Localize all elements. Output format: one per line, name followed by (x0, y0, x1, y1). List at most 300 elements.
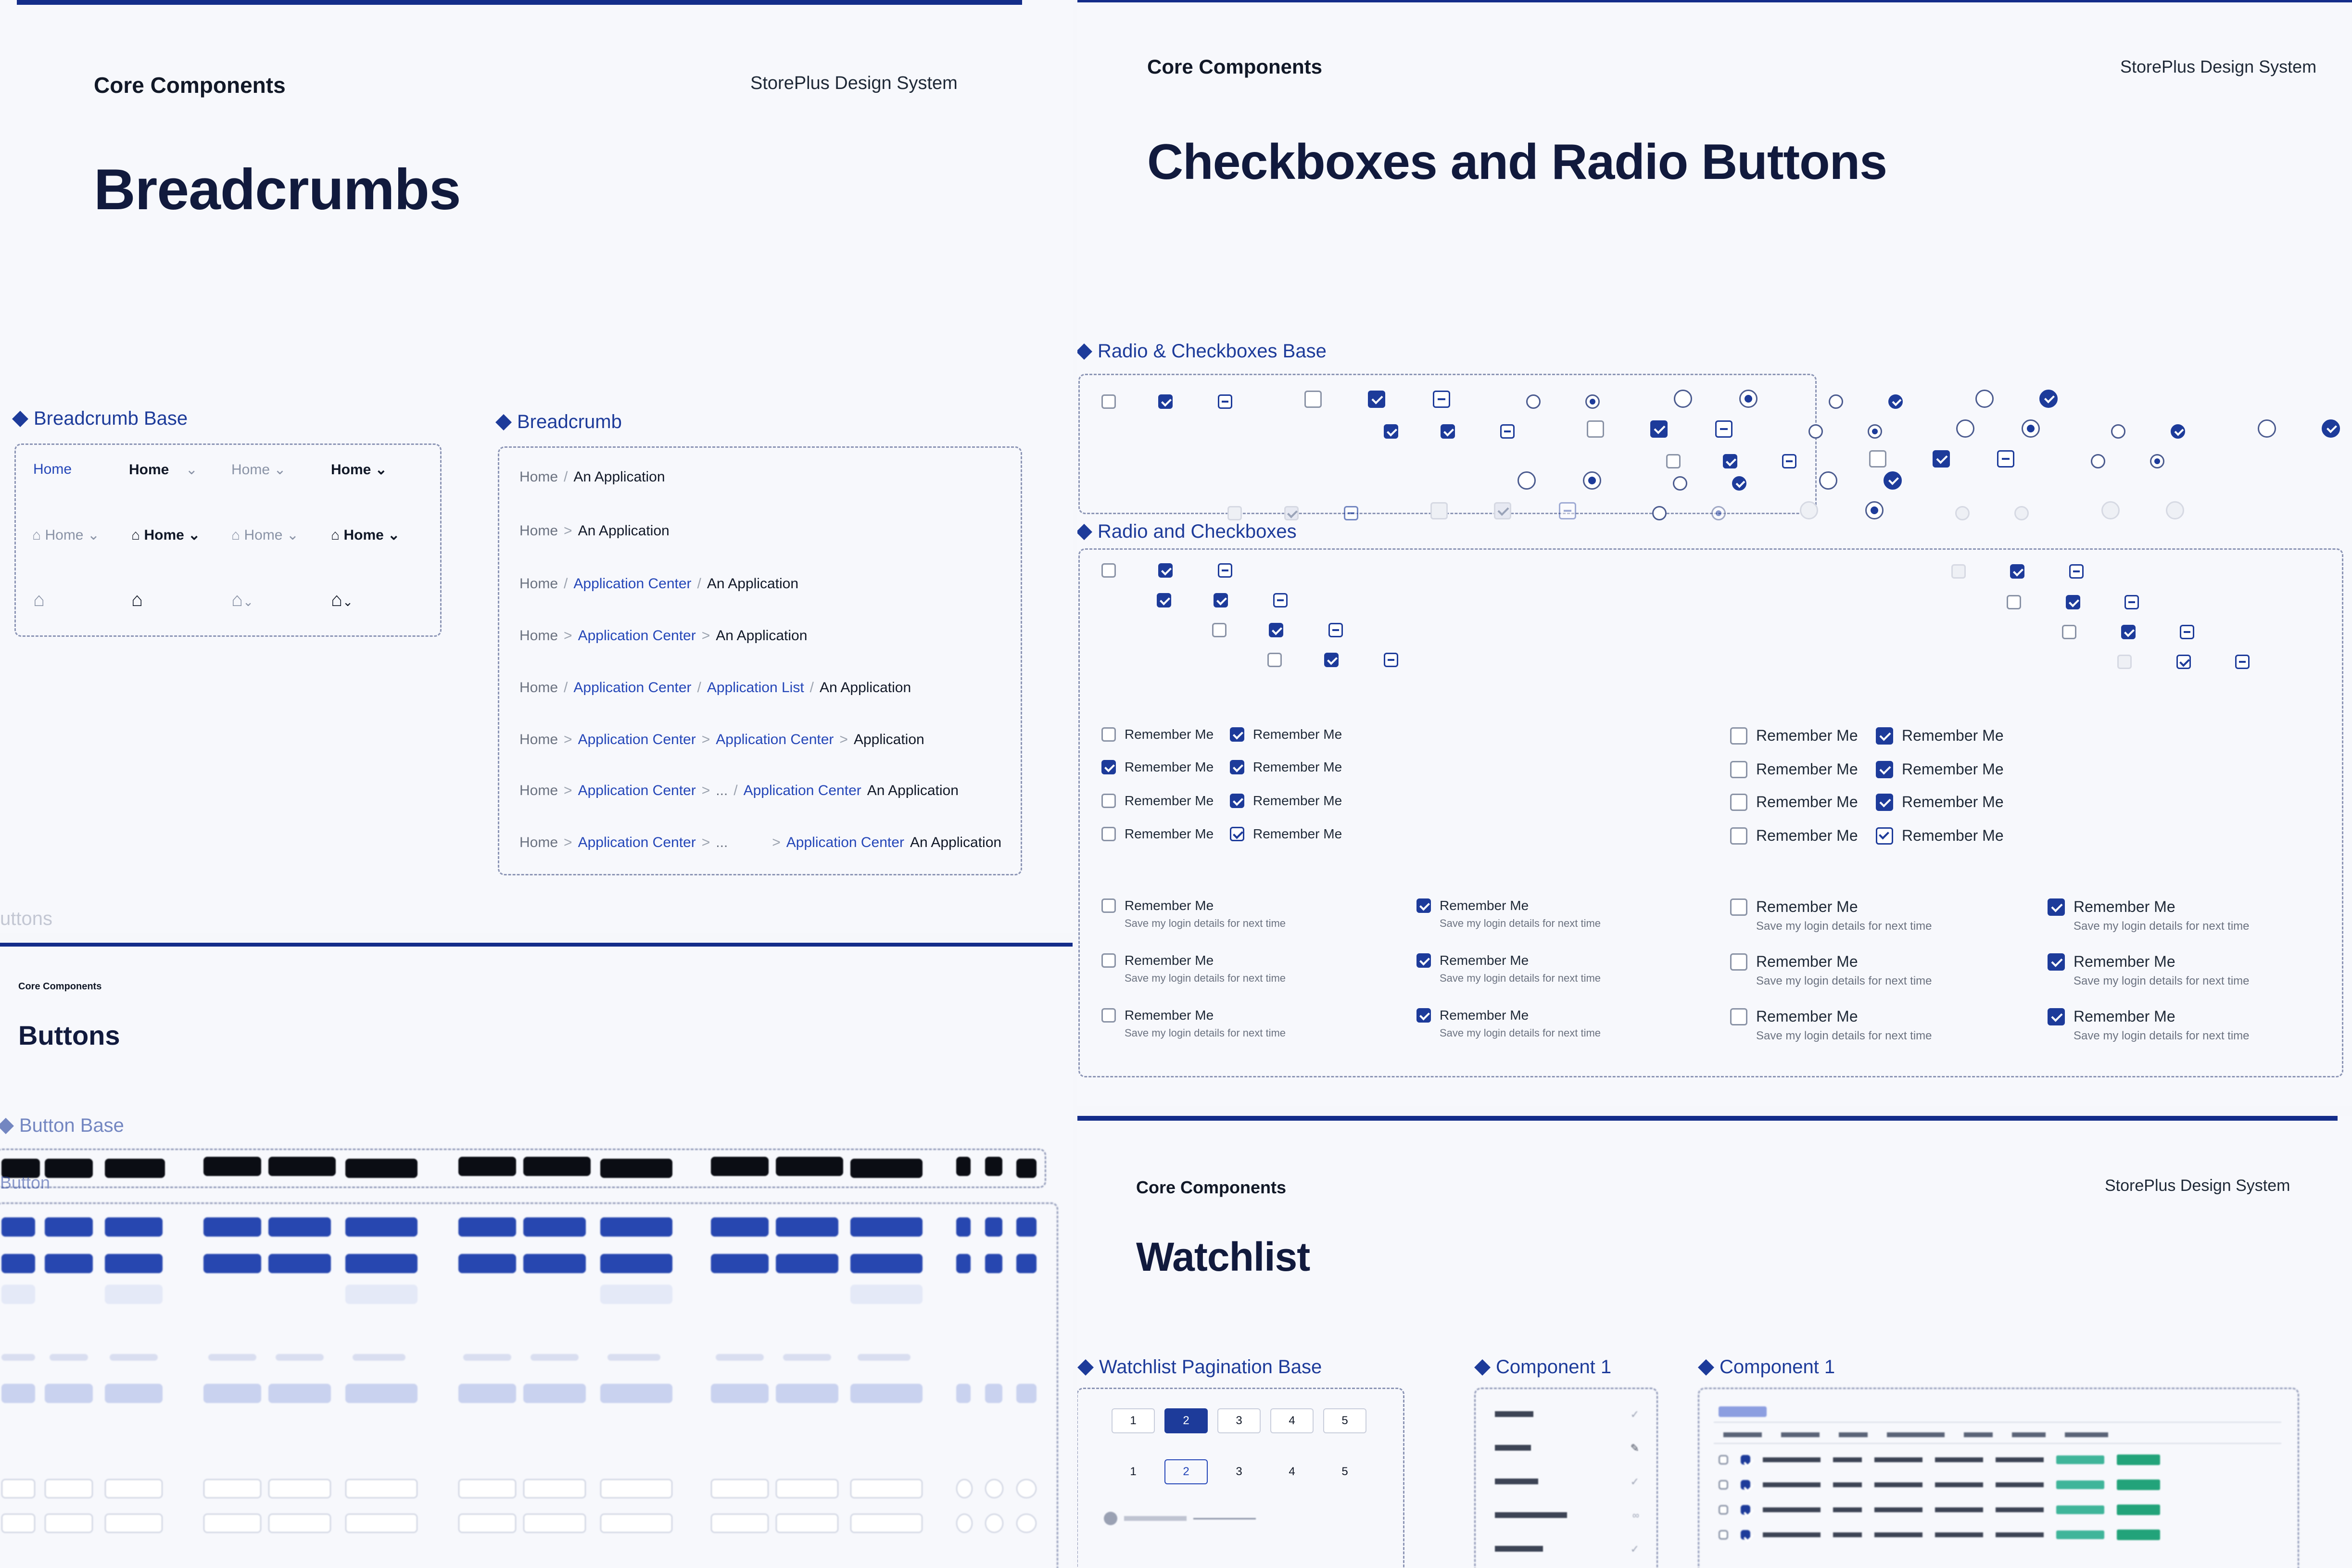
button-primary[interactable] (268, 1217, 331, 1237)
icon-button-outline[interactable] (1016, 1479, 1037, 1498)
button-outline[interactable] (711, 1514, 769, 1533)
radio-selected[interactable] (2022, 419, 2040, 438)
button-outline[interactable] (105, 1514, 163, 1533)
checkbox-with-help[interactable] (1101, 1008, 1286, 1039)
checkbox-checked[interactable] (1933, 450, 1950, 468)
checkbox-unchecked[interactable] (1730, 761, 1747, 778)
checkbox-indeterminate[interactable] (1997, 450, 2014, 468)
button-outline[interactable] (268, 1479, 331, 1498)
button-outline[interactable] (600, 1479, 672, 1498)
list-item[interactable] (1495, 1476, 1639, 1488)
checkbox-unchecked[interactable] (1101, 827, 1116, 841)
button-primary[interactable] (1, 1254, 35, 1273)
checkbox-remember-me[interactable] (1730, 793, 1858, 811)
column-header[interactable] (1887, 1432, 1945, 1437)
checkbox-remember-me[interactable] (1230, 727, 1342, 742)
button-primary[interactable] (711, 1254, 769, 1273)
checkbox-remember-me[interactable] (1230, 793, 1342, 809)
column-header[interactable] (1781, 1432, 1820, 1437)
checkbox-indeterminate[interactable] (2235, 655, 2250, 669)
icon-button-sample[interactable] (1016, 1159, 1037, 1178)
button-text[interactable] (463, 1354, 511, 1361)
button-primary[interactable] (45, 1254, 93, 1273)
checkbox-checked[interactable] (1416, 898, 1431, 913)
button-text[interactable] (716, 1354, 764, 1361)
button-outline[interactable] (203, 1514, 261, 1533)
checkbox-with-help[interactable] (1730, 898, 1932, 933)
list-item[interactable] (1495, 1408, 1639, 1420)
button-sample[interactable] (776, 1157, 843, 1176)
breadcrumb-home-link[interactable]: Home (519, 628, 558, 644)
checkbox-checked[interactable] (1230, 794, 1244, 808)
checkbox-remember-me[interactable] (1876, 793, 2004, 811)
checkbox-remember-me[interactable] (1101, 826, 1214, 842)
button-outline[interactable] (776, 1479, 838, 1498)
checkbox-with-help[interactable] (2048, 898, 2250, 933)
checkbox-checked[interactable] (1650, 420, 1668, 438)
button-outline[interactable] (850, 1514, 923, 1533)
row-checkbox[interactable] (1719, 1455, 1728, 1465)
radio-unselected[interactable] (1819, 471, 1837, 490)
checkbox-remember-me[interactable] (1230, 759, 1342, 775)
page-button-4[interactable]: 4 (1270, 1408, 1314, 1433)
button-primary[interactable] (850, 1254, 923, 1273)
checkbox-help-text: Save my login details for next time (2074, 1029, 2250, 1042)
checkbox-indeterminate[interactable] (1500, 424, 1515, 439)
checkbox-checked[interactable] (1416, 953, 1431, 968)
checkbox-unchecked[interactable] (1730, 794, 1747, 811)
button-primary[interactable] (458, 1254, 516, 1273)
button-secondary[interactable] (711, 1384, 769, 1403)
button-sample[interactable] (203, 1157, 261, 1176)
row-checkbox[interactable] (1741, 1505, 1750, 1515)
row-checkbox[interactable] (1719, 1530, 1728, 1540)
button-primary[interactable] (45, 1217, 93, 1237)
icon-button-outline[interactable] (956, 1479, 973, 1498)
checkbox-indeterminate[interactable] (1218, 394, 1232, 409)
checkbox-unchecked[interactable] (1730, 898, 1747, 916)
checkbox-unchecked[interactable] (1101, 898, 1116, 913)
checkbox-checked[interactable] (1723, 454, 1737, 468)
radio-checked[interactable] (1732, 476, 1746, 491)
radio-unselected[interactable] (1674, 390, 1692, 408)
radio-checked[interactable] (2171, 424, 2185, 439)
button-secondary[interactable] (600, 1384, 672, 1403)
checkbox-unchecked[interactable] (1101, 563, 1116, 578)
checkbox-checked[interactable] (1876, 794, 1893, 811)
icon-button-primary[interactable] (1016, 1254, 1037, 1273)
page-link-3[interactable]: 3 (1236, 1465, 1242, 1478)
checkbox-checked-outline[interactable] (1230, 827, 1244, 841)
page-link-5[interactable]: 5 (1341, 1465, 1348, 1478)
radio-unselected[interactable] (1956, 419, 1974, 438)
checkbox-unchecked[interactable] (2007, 595, 2021, 609)
checkbox-remember-me[interactable] (1730, 827, 1858, 845)
checkbox-with-help[interactable] (1416, 953, 1601, 985)
checkbox-unchecked[interactable] (1101, 953, 1116, 968)
button-outline[interactable] (523, 1514, 586, 1533)
checkbox-indeterminate[interactable] (1782, 454, 1796, 468)
breadcrumb-home-link[interactable]: Home (33, 461, 72, 477)
checkbox-indeterminate[interactable] (1218, 563, 1232, 578)
radio-selected[interactable] (1585, 394, 1600, 409)
button-outline[interactable] (345, 1514, 417, 1533)
button-primary[interactable] (776, 1217, 838, 1237)
button-outline[interactable] (458, 1479, 516, 1498)
radio-unselected[interactable] (1975, 390, 1994, 408)
checkbox-unchecked[interactable] (1730, 1008, 1747, 1025)
button-secondary[interactable] (458, 1384, 516, 1403)
checkbox-unchecked[interactable] (1101, 394, 1116, 409)
button-secondary[interactable] (850, 1384, 923, 1403)
button-primary[interactable] (600, 1217, 672, 1237)
icon-button-primary[interactable] (985, 1217, 1002, 1237)
checkbox-remember-me[interactable] (1101, 727, 1214, 742)
breadcrumb-link[interactable]: Application Center (578, 835, 696, 850)
button-sample[interactable] (458, 1157, 516, 1176)
radio-unselected[interactable] (1829, 394, 1843, 409)
button-primary[interactable] (1, 1217, 35, 1237)
checkbox-unchecked[interactable] (1730, 953, 1747, 971)
radio-disabled (1955, 506, 1970, 520)
checkbox-label: Remember Me (1253, 826, 1342, 841)
icon-button-primary[interactable] (985, 1254, 1002, 1273)
breadcrumb-link[interactable]: Application Center (578, 628, 696, 644)
checkbox-remember-me[interactable] (1230, 826, 1342, 842)
icon-button-outline[interactable] (1016, 1514, 1037, 1533)
home-icon[interactable]: ⌂ (33, 589, 45, 610)
breadcrumb-link[interactable]: Application Center (573, 576, 692, 592)
radio-unselected[interactable] (2111, 424, 2125, 439)
button-text[interactable] (531, 1354, 579, 1361)
checkbox-unchecked[interactable] (1267, 653, 1282, 667)
checkbox-checked[interactable] (2048, 1008, 2065, 1025)
list-item[interactable] (1495, 1543, 1639, 1555)
column-header[interactable] (1723, 1432, 1762, 1437)
button-outline[interactable] (45, 1479, 93, 1498)
checkbox-with-help[interactable] (1101, 953, 1286, 985)
icon-button-secondary[interactable] (956, 1384, 971, 1403)
checkbox-checked[interactable] (1230, 727, 1244, 742)
button-sample[interactable] (45, 1159, 93, 1178)
checkbox-indeterminate[interactable] (2069, 564, 2084, 579)
checkbox-unchecked[interactable] (1869, 450, 1886, 468)
icon-button-sample[interactable] (956, 1157, 971, 1176)
checkbox-checked[interactable] (1158, 394, 1173, 409)
checkbox-with-help[interactable] (1101, 898, 1286, 930)
radio-selected[interactable] (1583, 471, 1601, 490)
button-outline[interactable] (458, 1514, 516, 1533)
column-header[interactable] (2065, 1432, 2108, 1437)
page-button-5[interactable]: 5 (1323, 1408, 1366, 1433)
home-icon-dropdown[interactable]: ⌂⌄ (231, 589, 253, 610)
button-secondary[interactable] (268, 1384, 331, 1403)
checkbox-unchecked[interactable] (1587, 420, 1604, 438)
button-text[interactable] (50, 1354, 88, 1361)
checkbox-checked[interactable] (1158, 563, 1173, 578)
radio-selected[interactable] (2150, 454, 2164, 468)
button-text[interactable] (276, 1354, 324, 1361)
breadcrumb-link[interactable]: Application Center (716, 732, 834, 747)
checkbox-with-help[interactable] (2048, 1008, 2250, 1043)
checkbox-with-help[interactable] (1730, 953, 1932, 988)
checkbox-remember-me[interactable] (1101, 793, 1214, 809)
button-secondary[interactable] (45, 1384, 93, 1403)
radio-checked[interactable] (1884, 471, 1902, 490)
checkbox-unchecked[interactable] (1101, 794, 1116, 808)
checkbox-checked[interactable] (1230, 760, 1244, 774)
button-sample[interactable] (523, 1157, 591, 1176)
button-outline[interactable] (600, 1514, 672, 1533)
breadcrumb-home-link[interactable]: Home (519, 732, 558, 747)
breadcrumb-home-dropdown-active[interactable] (331, 461, 387, 478)
checkbox-indeterminate[interactable] (1273, 593, 1288, 607)
checkbox-remember-me[interactable] (1876, 727, 2004, 745)
button-primary[interactable] (711, 1217, 769, 1237)
button-sample[interactable] (850, 1159, 923, 1178)
breadcrumb-home-link[interactable]: Home (519, 680, 558, 695)
page-button-3[interactable]: 3 (1217, 1408, 1261, 1433)
breadcrumb-home-link[interactable]: Home (519, 783, 558, 798)
checkbox-indeterminate[interactable] (2124, 595, 2139, 609)
button-secondary[interactable] (1, 1384, 35, 1403)
radio-unselected[interactable] (1526, 394, 1541, 409)
page-link-2[interactable]: 2 (1164, 1459, 1208, 1484)
button-primary[interactable] (600, 1254, 672, 1273)
checkbox-checked-outline[interactable] (2176, 655, 2191, 669)
button-sample[interactable] (345, 1159, 417, 1178)
breadcrumb-home-link[interactable]: Home (519, 576, 558, 592)
breadcrumb-home-with-icon-muted[interactable] (231, 527, 299, 544)
checkbox-remember-me[interactable] (1730, 727, 1858, 745)
row-checkbox[interactable] (1741, 1530, 1750, 1540)
button-text[interactable] (110, 1354, 158, 1361)
breadcrumb-home-link[interactable]: Home (519, 523, 558, 539)
button-secondary[interactable] (203, 1384, 261, 1403)
breadcrumb-link[interactable]: Application Center (786, 835, 904, 850)
table-row[interactable] (1719, 1528, 2276, 1542)
page-button-2[interactable]: 2 (1164, 1408, 1208, 1433)
breadcrumb-ellipsis[interactable]: ... (716, 783, 728, 798)
breadcrumb-home-dropdown-muted[interactable] (231, 461, 286, 478)
checkbox-checked[interactable] (1269, 623, 1283, 637)
breadcrumb-link[interactable]: Application Center (743, 783, 861, 798)
checkbox-checked[interactable] (1368, 391, 1385, 408)
filter-chip[interactable] (1719, 1406, 1767, 1417)
page-link-1[interactable]: 1 (1130, 1465, 1137, 1478)
button-outline[interactable] (1, 1479, 35, 1498)
list-item[interactable] (1495, 1512, 1639, 1519)
breadcrumb-home-with-icon-active[interactable] (131, 527, 200, 544)
button-text[interactable] (607, 1354, 660, 1361)
radio-unselected[interactable] (2258, 419, 2276, 438)
button-primary[interactable] (523, 1254, 586, 1273)
checkbox-unchecked[interactable] (2062, 625, 2076, 639)
button-primary[interactable] (458, 1217, 516, 1237)
breadcrumb-home-link[interactable]: Home (519, 835, 558, 850)
radio-selected[interactable] (1739, 390, 1758, 408)
breadcrumb-home-with-icon[interactable] (32, 527, 100, 544)
checkbox-remember-me[interactable] (1730, 760, 1858, 778)
button-text[interactable] (353, 1354, 405, 1361)
radio-selected[interactable] (1865, 501, 1884, 519)
radio-checked[interactable] (2039, 390, 2058, 408)
button-sample[interactable] (711, 1157, 769, 1176)
checkbox-indeterminate[interactable] (1715, 420, 1732, 438)
checkbox-unchecked[interactable] (1212, 623, 1227, 637)
button-sample[interactable] (105, 1159, 165, 1178)
checkbox-with-help[interactable] (2048, 953, 2250, 988)
checkbox-checked[interactable] (1416, 1008, 1431, 1023)
checkbox-remember-me[interactable] (1876, 760, 2004, 778)
breadcrumb-link[interactable]: Application List (707, 680, 804, 695)
button-text[interactable] (1, 1354, 35, 1361)
radio-unselected[interactable] (1673, 476, 1687, 491)
checkbox-remember-me[interactable] (1101, 759, 1214, 775)
radio-unselected[interactable] (2091, 454, 2105, 468)
button-primary[interactable] (105, 1254, 163, 1273)
icon-button-outline[interactable] (985, 1479, 1003, 1498)
button-outline[interactable] (105, 1479, 163, 1498)
checkbox-checked[interactable] (1876, 761, 1893, 778)
breadcrumb-ellipsis[interactable]: ... (716, 835, 728, 850)
checkbox-unchecked[interactable] (1101, 1008, 1116, 1023)
list-item[interactable] (1495, 1442, 1639, 1454)
icon-button-primary[interactable] (1016, 1217, 1037, 1237)
button-primary[interactable] (268, 1254, 331, 1273)
table-row[interactable] (1719, 1503, 2276, 1517)
radio-unselected[interactable] (1808, 424, 1823, 439)
radio-selected[interactable] (1868, 424, 1882, 439)
button-text[interactable] (783, 1354, 831, 1361)
column-header[interactable] (2012, 1432, 2046, 1437)
button-secondary[interactable] (776, 1384, 838, 1403)
button-primary[interactable] (345, 1217, 417, 1237)
checkbox-remember-me[interactable] (1876, 827, 2004, 845)
checkbox-label: Remember Me (1756, 760, 1858, 778)
button-outline[interactable] (850, 1479, 923, 1498)
row-checkbox[interactable] (1741, 1455, 1750, 1465)
icon-button-outline[interactable] (985, 1514, 1003, 1533)
breadcrumb-separator: > (772, 835, 781, 850)
checkbox-checked[interactable] (1101, 760, 1116, 774)
button-secondary[interactable] (105, 1384, 163, 1403)
button-secondary[interactable] (523, 1384, 586, 1403)
button-primary[interactable] (345, 1254, 417, 1273)
button-text[interactable] (208, 1354, 256, 1361)
checkbox-with-help[interactable] (1730, 1008, 1932, 1043)
checkbox-unchecked[interactable] (1304, 391, 1322, 408)
radio-unselected[interactable] (1517, 471, 1536, 490)
checkbox-checked[interactable] (2121, 625, 2136, 639)
checkbox-unchecked[interactable] (1666, 454, 1681, 468)
icon-button-primary[interactable] (956, 1254, 971, 1273)
button-outline[interactable] (776, 1514, 838, 1533)
button-outline[interactable] (268, 1514, 331, 1533)
button-outline[interactable] (523, 1479, 586, 1498)
checkbox-indeterminate[interactable] (1433, 391, 1450, 408)
button-outline[interactable] (711, 1479, 769, 1498)
button-primary[interactable] (523, 1217, 586, 1237)
breadcrumb-link[interactable]: Application Center (578, 783, 696, 798)
icon-button-sample[interactable] (985, 1157, 1002, 1176)
table-row[interactable] (1719, 1478, 2276, 1492)
button-outline[interactable] (45, 1514, 93, 1533)
row-checkbox[interactable] (1719, 1505, 1728, 1515)
breadcrumb-home-link[interactable]: Home (519, 469, 558, 485)
watchlist-pagination-frame (1077, 1388, 1404, 1568)
row-checkbox[interactable] (1719, 1480, 1728, 1490)
button-outline[interactable] (1, 1514, 35, 1533)
checkbox-checked[interactable] (2010, 564, 2024, 579)
checkbox-checked[interactable] (2048, 898, 2065, 916)
checkbox-indeterminate[interactable] (2180, 625, 2194, 639)
page-button-1[interactable]: 1 (1112, 1408, 1155, 1433)
checkbox-indeterminate[interactable] (1384, 653, 1398, 667)
home-icon[interactable]: ⌂ (131, 589, 143, 610)
diamond-icon (1077, 343, 1092, 360)
button-outline[interactable] (203, 1479, 261, 1498)
checkbox-checked[interactable] (1157, 593, 1171, 607)
checkbox-unchecked[interactable] (1730, 727, 1747, 745)
radio-unselected[interactable] (1652, 506, 1667, 520)
checkbox-checked-outline[interactable] (1876, 827, 1893, 845)
column-header[interactable] (1839, 1432, 1868, 1437)
button-primary[interactable] (776, 1254, 838, 1273)
breadcrumb-home-dropdown[interactable] (129, 461, 198, 478)
button-primary[interactable] (850, 1217, 923, 1237)
radio-checked[interactable] (1888, 394, 1903, 409)
icon-button-secondary[interactable] (985, 1384, 1002, 1403)
button-secondary[interactable] (345, 1384, 417, 1403)
button-text[interactable] (858, 1354, 910, 1361)
row-checkbox[interactable] (1741, 1480, 1750, 1490)
checkbox-with-help[interactable] (1416, 1008, 1601, 1039)
icon-button-primary[interactable] (956, 1217, 971, 1237)
button-sample[interactable] (268, 1157, 336, 1176)
radio-checked[interactable] (2322, 419, 2340, 438)
breadcrumb-link[interactable]: Application Center (573, 680, 692, 695)
button-primary[interactable] (203, 1254, 261, 1273)
progress-label (1124, 1516, 1187, 1521)
home-icon-dropdown[interactable]: ⌂⌄ (331, 589, 353, 610)
breadcrumb-link[interactable]: Application Center (578, 732, 696, 747)
checkbox-unchecked[interactable] (1101, 727, 1116, 742)
table-row[interactable] (1719, 1453, 2276, 1467)
checkbox-checked[interactable] (1324, 653, 1339, 667)
column-header[interactable] (1964, 1432, 1993, 1437)
button-outline[interactable] (345, 1479, 417, 1498)
checkbox-checked[interactable] (1441, 424, 1455, 439)
button-primary[interactable] (203, 1217, 261, 1237)
checkbox-checked[interactable] (2048, 953, 2065, 971)
page-link-4[interactable]: 4 (1289, 1465, 1295, 1478)
checkbox-unchecked[interactable] (1730, 827, 1747, 845)
checkbox-checked[interactable] (1214, 593, 1228, 607)
checkbox-checked[interactable] (1384, 424, 1398, 439)
checkbox-checked[interactable] (2066, 595, 2080, 609)
checkbox-with-help[interactable] (1416, 898, 1601, 930)
breadcrumb-home-label: Home (45, 527, 84, 543)
checkbox-indeterminate[interactable] (1328, 623, 1343, 637)
button-sample[interactable] (600, 1159, 672, 1178)
button-primary[interactable] (105, 1217, 163, 1237)
icon-button-outline[interactable] (956, 1514, 973, 1533)
icon-button-secondary[interactable] (1016, 1384, 1037, 1403)
breadcrumb-home-with-icon-bold[interactable] (331, 527, 400, 544)
checkbox-checked[interactable] (1876, 727, 1893, 745)
section-heading-label: Breadcrumb Base (34, 408, 188, 429)
